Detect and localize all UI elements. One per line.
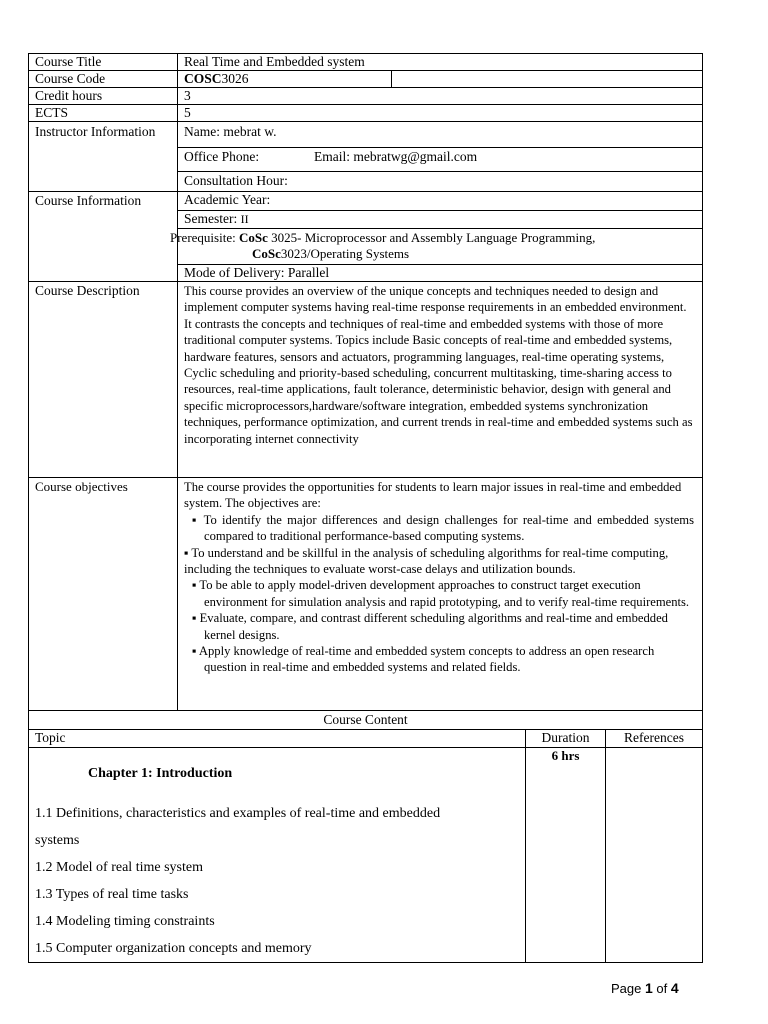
- course-content-heading: Course Content: [323, 712, 408, 727]
- row-course-title: [29, 54, 702, 70]
- consultation-hour: Consultation Hour:: [178, 171, 702, 191]
- prerequisite: Prerequisite: CoSc 3025- Microprocessor and Assembly Language Programming, CoSc3023/Operating Systems: [178, 228, 702, 264]
- credit-hours-label: Credit hours: [29, 88, 178, 104]
- instructor-name: Name: mebrat w.: [184, 124, 277, 139]
- chapter-references: [605, 748, 702, 962]
- chapter-duration: 6 hrs: [525, 748, 605, 962]
- row-course-information: [29, 191, 702, 281]
- course-title-label: Course Title: [29, 54, 178, 70]
- objective-item: ▪ Apply knowledge of real-time and embedded system concepts to address an open research question in real-time and embedded systems and related fields.: [192, 644, 655, 675]
- instructor-label: Instructor Information: [29, 122, 178, 191]
- ects-label: ECTS: [29, 105, 178, 121]
- duration-column-header: Duration: [525, 730, 605, 747]
- references-column-header: References: [605, 730, 702, 747]
- row-ects: [29, 104, 702, 121]
- row-chapter-1: [29, 747, 702, 962]
- course-objectives-list: [178, 478, 702, 710]
- course-objectives-label: Course objectives: [29, 478, 178, 710]
- semester: Semester: II: [178, 210, 702, 228]
- course-title-value: Real Time and Embedded system: [184, 54, 365, 69]
- section-item: 1.4 Modeling timing constraints: [35, 914, 215, 929]
- row-course-content: [29, 710, 702, 729]
- ects-value: 5: [184, 105, 191, 120]
- row-course-objectives: [29, 477, 702, 710]
- row-instructor: [29, 121, 702, 191]
- office-phone: Office Phone:: [184, 149, 260, 164]
- section-item: systems: [35, 833, 80, 848]
- course-code-value: COSC3026: [178, 71, 392, 87]
- academic-year: Academic Year:: [184, 192, 271, 207]
- credit-hours-value: 3: [184, 88, 191, 103]
- row-credit-hours: [29, 87, 702, 104]
- course-information-label: Course Information: [29, 192, 178, 281]
- course-description-label: Course Description: [29, 282, 178, 477]
- objective-item: ▪ Evaluate, compare, and contrast different scheduling algorithms and real-time and embedded kernel designs.: [192, 611, 668, 642]
- chapter-title: Chapter 1: Introduction: [88, 766, 233, 781]
- section-item: 1.5 Computer organization concepts and memory: [35, 941, 312, 956]
- topic-column-header: Topic: [35, 730, 66, 745]
- page-number: Page 1 of 4: [611, 980, 679, 996]
- objectives-intro: The course provides the opportunities for students to learn major issues in real-time and embedded system. The objectives are:: [184, 480, 682, 511]
- section-item: 1.1 Definitions, characteristics and examples of real-time and embedded: [35, 806, 441, 821]
- mode-of-delivery: Mode of Delivery: Parallel: [178, 264, 702, 281]
- course-description-text: This course provides an overview of the unique concepts and techniques needed to design and implement computer systems having real-time response requirements in an embedded environment. It contrasts the concepts and techniques of real-time and embedded systems with those of more traditional computer systems. Topics include Basic concepts of real-time and embedded systems, hardware features, sensors and actuators, programming languages, real-time operating systems, Cyclic scheduling and priority-based scheduling, concurrent multitasking, time-sharing access to resources, real-time applications, fault tolerance, deterministic behavior, design with general and specific microprocessors,hardware/software integration, embedded systems synchronization techniques, performance optimization, and current trends in real-time and embedded systems such as incorporating internet connectivity: [184, 284, 693, 446]
- instructor-email: Email: mebratwg@gmail.com: [314, 149, 478, 164]
- row-topic-header: [29, 729, 702, 747]
- objective-item: ▪ To understand and be skillful in the analysis of scheduling algorithms for real-time computing, including the techniques to evaluate worst-case delays and utilization bounds.: [184, 545, 669, 577]
- row-course-code: [29, 70, 702, 87]
- course-code-label: Course Code: [29, 71, 178, 87]
- objective-item: ▪ To identify the major differences and design challenges for real-time and embedded systems compared to traditional performance-based computing systems.: [192, 512, 694, 544]
- row-course-description: [29, 281, 702, 477]
- course-table: [28, 53, 703, 963]
- section-item: 1.3 Types of real time tasks: [35, 887, 189, 902]
- section-item: 1.2 Model of real time system: [35, 860, 203, 875]
- objective-item: ▪ To be able to apply model-driven development approaches to construct target execution environment for simulation analysis and rapid prototyping, and to verify real-time requirements.: [192, 578, 690, 609]
